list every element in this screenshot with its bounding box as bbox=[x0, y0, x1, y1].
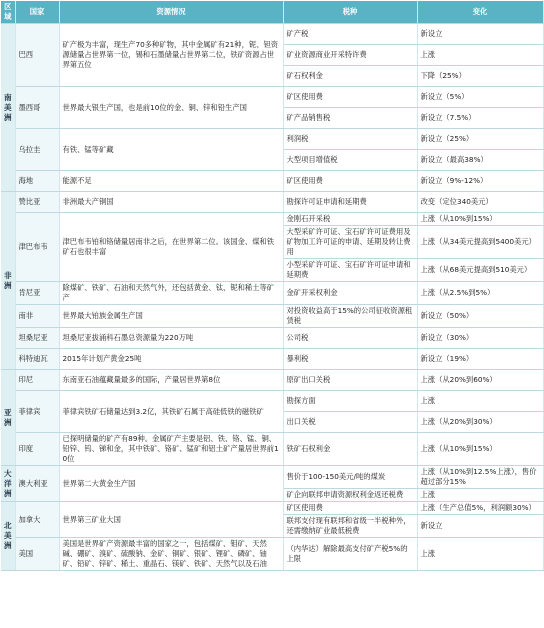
tax-cell: 矿产税 bbox=[283, 24, 417, 45]
tax-cell: 公司税 bbox=[283, 328, 417, 349]
resource-cell: 世界最大铂族金属生产国 bbox=[59, 305, 283, 328]
resource-cell: 已探明储量的矿产有89种。金属矿产主要是铝、铁、铬、锰、铜、铅锌、钨、锑和金，其中铁矿、铬矿、锰矿和铝土矿产量居世界前10位 bbox=[59, 433, 283, 466]
country-cell: 菲律宾 bbox=[15, 391, 59, 433]
country-cell: 巴西 bbox=[15, 24, 59, 87]
country-cell: 坦桑尼亚 bbox=[15, 328, 59, 349]
tax-cell: 利润税 bbox=[283, 129, 417, 150]
header-region: 区域 bbox=[1, 1, 15, 24]
change-cell: 新设立（30%） bbox=[417, 328, 543, 349]
tax-cell: 勘探许可证申请和延期费 bbox=[283, 192, 417, 213]
table-row bbox=[1, 328, 543, 349]
change-cell: 新设立（7.5%） bbox=[417, 108, 543, 129]
tax-cell: 矿区使用费 bbox=[283, 87, 417, 108]
country-cell: 乌拉圭 bbox=[15, 129, 59, 171]
tax-cell: 矿业资源商业开采特许费 bbox=[283, 45, 417, 66]
resource-cell: 菲律宾铁矿石储量达到3.2亿，其铁矿石属于高硅低铁的磁铁矿 bbox=[59, 391, 283, 433]
change-cell: 新设立（最高38%） bbox=[417, 150, 543, 171]
tax-cell: 小型采矿许可证、宝石矿许可证申请和延期费 bbox=[283, 259, 417, 282]
change-cell: 新设立（5%） bbox=[417, 87, 543, 108]
tax-cell: （内华达）解除最高支付矿产税5%的上限 bbox=[283, 538, 417, 571]
tax-cell: 矿石权利金 bbox=[283, 66, 417, 87]
resource-cell: 美国是世界矿产资源最丰富的国家之一，包括煤矿、钼矿、天然碱、硼矿、溴矿、硫酸钠、金矿、铜矿、银矿、锂矿、磷矿、铀矿、铅矿、锌矿、稀土、重晶石、镁矿、铁矿、天然气以及石油 bbox=[59, 538, 283, 571]
resource-cell: 2015年计划产黄金25吨 bbox=[59, 349, 283, 370]
table-body bbox=[1, 24, 543, 571]
resource-cell: 有铁、锰等矿藏 bbox=[59, 129, 283, 171]
change-cell: 上涨 bbox=[417, 538, 543, 571]
header-row bbox=[1, 1, 543, 24]
tax-cell: 对投资收益高于15%的公司征收资源租赁税 bbox=[283, 305, 417, 328]
region-south-america: 南美洲 bbox=[1, 24, 15, 192]
tax-cell: 矿区使用费 bbox=[283, 502, 417, 515]
country-cell: 澳大利亚 bbox=[15, 466, 59, 502]
change-cell: 新设立 bbox=[417, 24, 543, 45]
table-row bbox=[1, 129, 543, 150]
resource-cell: 除煤矿、铁矿、石油和天然气外，还包括黄金、钛、铌和稀土等矿产 bbox=[59, 282, 283, 305]
table-row bbox=[1, 213, 543, 226]
table-row bbox=[1, 370, 543, 391]
header-country: 国家 bbox=[15, 1, 59, 24]
table-row bbox=[1, 87, 543, 108]
change-cell: 下降（25%） bbox=[417, 66, 543, 87]
change-cell: 上涨（生产总值5%，利润额30%） bbox=[417, 502, 543, 515]
resource-cell: 东南亚石油蕴藏量最多的国际，产量居世界第8位 bbox=[59, 370, 283, 391]
table-row bbox=[1, 192, 543, 213]
table-row bbox=[1, 282, 543, 305]
tax-cell: 原矿出口关税 bbox=[283, 370, 417, 391]
change-cell: 上涨（从10%到12.5%上涨），售价超过部分15% bbox=[417, 466, 543, 489]
change-cell: 上涨（从10%到15%） bbox=[417, 433, 543, 466]
change-cell: 上涨 bbox=[417, 45, 543, 66]
tax-cell: 联邦支付现有联邦和省级一半税种外，还需缴纳矿业最低税费 bbox=[283, 515, 417, 538]
country-cell: 美国 bbox=[15, 538, 59, 571]
tax-cell: 矿区使用费 bbox=[283, 171, 417, 192]
change-cell: 新设立 bbox=[417, 515, 543, 538]
region-north-america: 北美洲 bbox=[1, 502, 15, 571]
resource-cell: 能源不足 bbox=[59, 171, 283, 192]
region-asia: 亚洲 bbox=[1, 370, 15, 466]
country-cell: 印尼 bbox=[15, 370, 59, 391]
table-row bbox=[1, 538, 543, 571]
region-oceania: 大洋洲 bbox=[1, 466, 15, 502]
resource-cell: 世界第二大黄金生产国 bbox=[59, 466, 283, 502]
country-cell: 加拿大 bbox=[15, 502, 59, 538]
tax-cell: 矿企向联邦申请资源权利金返还税费 bbox=[283, 489, 417, 502]
table-row bbox=[1, 433, 543, 466]
change-cell: 上涨（从20%到60%） bbox=[417, 370, 543, 391]
country-cell: 肯尼亚 bbox=[15, 282, 59, 305]
country-cell: 墨西哥 bbox=[15, 87, 59, 129]
change-cell: 上涨（从10%到15%） bbox=[417, 213, 543, 226]
country-cell: 南非 bbox=[15, 305, 59, 328]
region-africa: 非洲 bbox=[1, 192, 15, 370]
table-row bbox=[1, 391, 543, 412]
table-row bbox=[1, 171, 543, 192]
table-row bbox=[1, 349, 543, 370]
header-tax: 税种 bbox=[283, 1, 417, 24]
tax-cell: 大型采矿许可证、宝石矿许可证费用及矿物加工许可证的申请、延期及转让费用 bbox=[283, 226, 417, 259]
resource-cell: 非洲最大产铜国 bbox=[59, 192, 283, 213]
change-cell: 上涨 bbox=[417, 391, 543, 412]
change-cell: 新设立（19%） bbox=[417, 349, 543, 370]
country-cell: 赞比亚 bbox=[15, 192, 59, 213]
tax-cell: 金矿开采权利金 bbox=[283, 282, 417, 305]
tax-cell: 矿产品销售税 bbox=[283, 108, 417, 129]
resource-cell: 坦桑尼亚拔涌科石墨总资源量为220万吨 bbox=[59, 328, 283, 349]
tax-cell: 大型项目增值税 bbox=[283, 150, 417, 171]
tax-cell: 勘探方面 bbox=[283, 391, 417, 412]
tax-cell: 金刚石开采税 bbox=[283, 213, 417, 226]
country-cell: 印度 bbox=[15, 433, 59, 466]
change-cell: 上涨 bbox=[417, 489, 543, 502]
mineral-tax-table bbox=[1, 1, 544, 571]
resource-cell: 津巴布韦铂和铬储量居南非之后，在世界第二位。该国金、煤和铁矿石也很丰富 bbox=[59, 213, 283, 282]
change-cell: 改变（定位340美元） bbox=[417, 192, 543, 213]
table-row bbox=[1, 305, 543, 328]
country-cell: 科特迪瓦 bbox=[15, 349, 59, 370]
country-cell: 海地 bbox=[15, 171, 59, 192]
change-cell: 新设立（9%-12%） bbox=[417, 171, 543, 192]
country-cell: 津巴布韦 bbox=[15, 213, 59, 282]
tax-cell: 铁矿石权利金 bbox=[283, 433, 417, 466]
tax-cell: 出口关税 bbox=[283, 412, 417, 433]
header-change: 变化 bbox=[417, 1, 543, 24]
resource-cell: 世界最大银生产国，也是前10位的金、铜、锌和铅生产国 bbox=[59, 87, 283, 129]
change-cell: 上涨（从34美元提高到5400美元） bbox=[417, 226, 543, 259]
tax-cell: 暴利税 bbox=[283, 349, 417, 370]
table-row bbox=[1, 466, 543, 489]
change-cell: 新设立（25%） bbox=[417, 129, 543, 150]
change-cell: 新设立（50%） bbox=[417, 305, 543, 328]
change-cell: 上涨（从68美元提高到510美元） bbox=[417, 259, 543, 282]
change-cell: 上涨（从20%到30%） bbox=[417, 412, 543, 433]
change-cell: 上涨（从2.5%到5%） bbox=[417, 282, 543, 305]
table-row bbox=[1, 24, 543, 45]
tax-cell: 售价于100-150美元/吨的煤炭 bbox=[283, 466, 417, 489]
resource-cell: 世界第三矿业大国 bbox=[59, 502, 283, 538]
header-resource: 资源情况 bbox=[59, 1, 283, 24]
table-row bbox=[1, 502, 543, 515]
resource-cell: 矿产极为丰富，现生产70多种矿物，其中金属矿有21种，铌、钽资源储量占世界第一位，锡和石墨储量占世界第二位，铁矿资源占世界第五位 bbox=[59, 24, 283, 87]
